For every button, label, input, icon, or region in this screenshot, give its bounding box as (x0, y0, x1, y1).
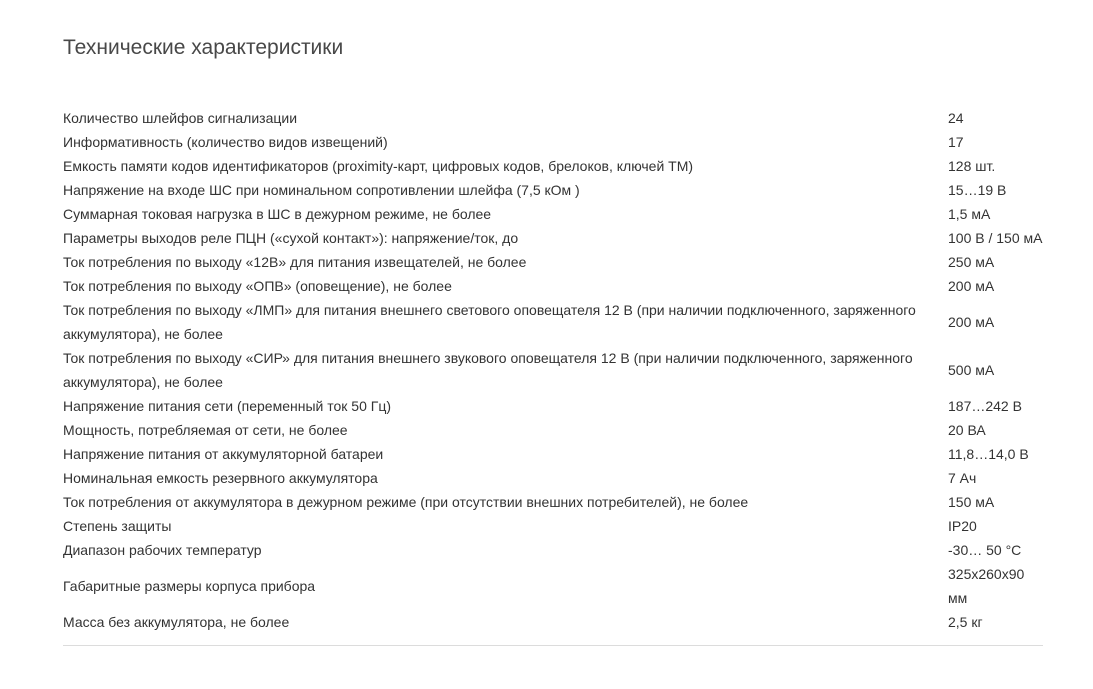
table-row (63, 562, 1043, 610)
table-row (63, 274, 1043, 298)
spec-value: 20 ВА (948, 422, 986, 438)
spec-label: Напряжение питания от аккумуляторной батареи (63, 446, 384, 462)
spec-value: 200 мА (948, 314, 995, 330)
table-row (63, 202, 1043, 226)
specs-table (63, 106, 1043, 634)
spec-label: Ток потребления по выходу «ОПВ» (оповещение), не более (63, 278, 452, 294)
spec-value: 24 (948, 110, 964, 126)
table-row (63, 610, 1043, 634)
table-row (63, 442, 1043, 466)
spec-label: Диапазон рабочих температур (63, 542, 262, 558)
spec-value: 11,8…14,0 В (948, 446, 1029, 462)
table-row (63, 538, 1043, 562)
spec-label: Ток потребления по выходу «СИР» для питания внешнего звукового оповещателя 12 В (при наличии подключенного, заряженного аккумулятора), не более (63, 350, 913, 390)
spec-value: 1,5 мА (948, 206, 991, 222)
specs-table-body (63, 106, 1043, 634)
spec-value: 187…242 В (948, 398, 1022, 414)
spec-value: 250 мА (948, 254, 995, 270)
specs-section (63, 0, 1043, 646)
spec-value: 150 мА (948, 494, 995, 510)
table-row (63, 130, 1043, 154)
spec-label: Ток потребления по выходу «ЛМП» для питания внешнего светового оповещателя 12 В (при наличии подключенного, заряженного аккумулятора), не более (63, 302, 916, 342)
spec-value: 17 (948, 134, 964, 150)
spec-label: Степень защиты (63, 518, 172, 534)
spec-value: 100 В / 150 мА (948, 230, 1043, 246)
spec-label: Напряжение питания сети (переменный ток 50 Гц) (63, 398, 392, 414)
table-row (63, 466, 1043, 490)
table-row (63, 106, 1043, 130)
spec-label: Мощность, потребляемая от сети, не более (63, 422, 348, 438)
table-row (63, 154, 1043, 178)
spec-label: Масса без аккумулятора, не более (63, 614, 290, 630)
spec-label: Параметры выходов реле ПЦН («сухой контакт»): напряжение/ток, до (63, 230, 519, 246)
section-divider (63, 645, 1043, 646)
table-row (63, 226, 1043, 250)
spec-label: Ток потребления по выходу «12В» для питания извещателей, не более (63, 254, 527, 270)
table-row (63, 178, 1043, 202)
spec-label: Емкость памяти кодов идентификаторов (proximity-карт, цифровых кодов, брелоков, ключей ТМ) (63, 158, 694, 174)
spec-label: Ток потребления от аккумулятора в дежурном режиме (при отсутствии внешних потребителей), не более (63, 494, 749, 510)
spec-label: Напряжение на входе ШС при номинальном сопротивлении шлейфа (7,5 кОм ) (63, 182, 580, 198)
spec-label: Суммарная токовая нагрузка в ШС в дежурном режиме, не более (63, 206, 492, 222)
table-row (63, 298, 1043, 346)
spec-value: 200 мА (948, 278, 995, 294)
spec-value: 500 мА (948, 362, 995, 378)
table-row (63, 346, 1043, 394)
spec-label: Габаритные размеры корпуса прибора (63, 578, 316, 594)
spec-value: 15…19 В (948, 182, 1007, 198)
spec-value: 7 Ач (948, 470, 977, 486)
spec-value: 2,5 кг (948, 614, 983, 630)
spec-value: 325x260x90 мм (948, 566, 1025, 606)
table-row (63, 418, 1043, 442)
spec-label: Информативность (количество видов извещений) (63, 134, 388, 150)
spec-value: 128 шт. (948, 158, 996, 174)
table-row (63, 514, 1043, 538)
spec-value: IP20 (948, 518, 977, 534)
page-title: Технические характеристики (63, 36, 344, 59)
spec-value: -30… 50 °C (948, 542, 1022, 558)
table-row (63, 250, 1043, 274)
spec-label: Количество шлейфов сигнализации (63, 110, 298, 126)
table-row (63, 394, 1043, 418)
table-row (63, 490, 1043, 514)
spec-label: Номинальная емкость резервного аккумулятора (63, 470, 378, 486)
